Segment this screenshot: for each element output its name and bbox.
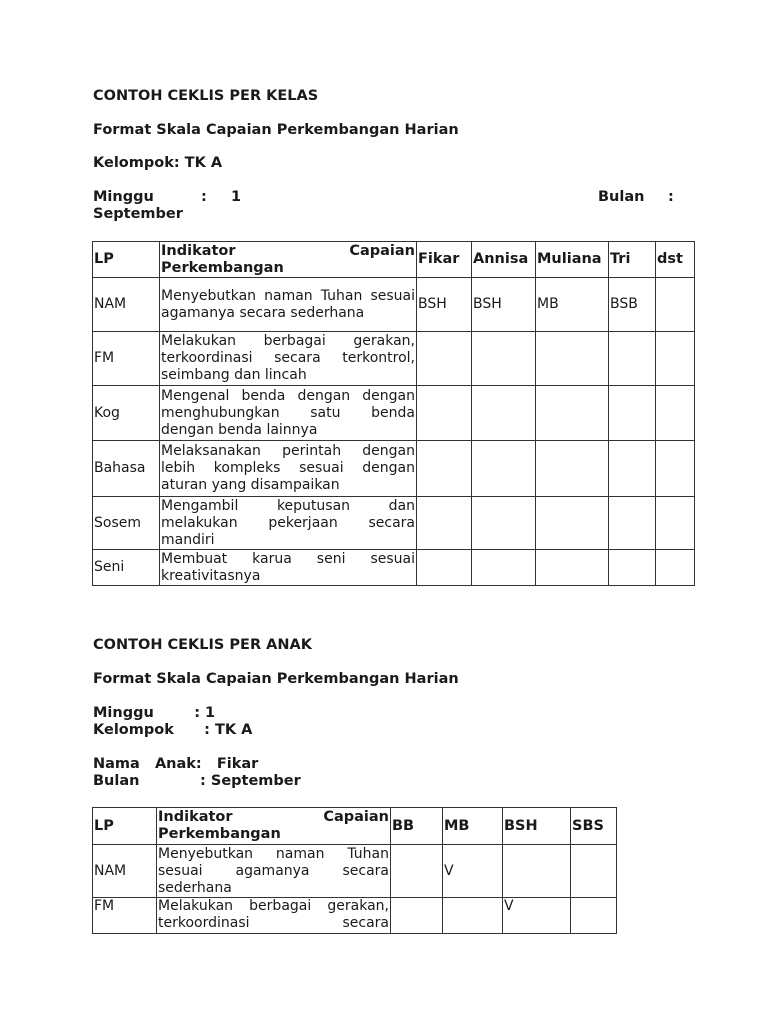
- table-row: [93, 497, 695, 550]
- row-bsh: V: [503, 898, 571, 934]
- child-format-line: Format Skala Capaian Perkembangan Harian: [93, 671, 459, 687]
- row-indikator: Menyebutkan naman Tuhan sesuai agamanya secara sederhana: [160, 278, 417, 332]
- row-sbs: [571, 845, 617, 898]
- row-fikar: [417, 497, 472, 550]
- header-indikator-a: Indikator: [158, 809, 233, 825]
- row-bb: [391, 898, 443, 934]
- header-indikator-b: Capaian: [323, 809, 389, 825]
- table-row: [93, 332, 695, 386]
- row-muliana: [536, 332, 609, 386]
- header-bsh: BSH: [503, 808, 571, 845]
- row-indikator: Menyebutkan naman Tuhan sesuai agamanya secara sederhana: [158, 845, 389, 896]
- table-row: [93, 441, 695, 497]
- child-bulan-line: Bulan : September: [93, 773, 301, 789]
- bulan-label: Bulan: [598, 189, 645, 205]
- row-lp: Seni: [93, 550, 160, 586]
- row-tri: [609, 332, 656, 386]
- row-indikator: Mengenal benda dengan dengan menghubungkan satu benda dengan benda lainnya: [160, 386, 417, 441]
- header-annisa: Annisa: [472, 242, 536, 278]
- header-dst: dst: [656, 242, 695, 278]
- child-checklist-title: CONTOH CEKLIS PER ANAK: [93, 637, 312, 653]
- class-checklist-title: CONTOH CEKLIS PER KELAS: [93, 88, 319, 104]
- header-lp: LP: [93, 808, 157, 845]
- table-row: [93, 386, 695, 441]
- row-tri: [609, 550, 656, 586]
- row-lp: Sosem: [93, 497, 160, 550]
- row-tri: [609, 386, 656, 441]
- bulan-colon: :: [668, 189, 674, 205]
- header-mb: MB: [443, 808, 503, 845]
- class-format-line: Format Skala Capaian Perkembangan Harian: [93, 122, 459, 138]
- minggu-value: 1: [231, 189, 242, 205]
- row-tri: [609, 497, 656, 550]
- row-bsh: [503, 845, 571, 898]
- class-kelompok-line: Kelompok: TK A: [93, 155, 223, 171]
- row-lp: Kog: [93, 386, 160, 441]
- row-fikar: [417, 550, 472, 586]
- row-muliana: [536, 441, 609, 497]
- row-muliana: [536, 497, 609, 550]
- row-fikar: [417, 386, 472, 441]
- minggu-label: Minggu: [93, 189, 154, 205]
- row-dst: [656, 332, 695, 386]
- row-sbs: [571, 898, 617, 934]
- child-minggu-line: Minggu : 1: [93, 705, 216, 721]
- row-indikator: Membuat karua seni sesuai kreativitasnya: [161, 550, 415, 584]
- bulan-value: September: [93, 206, 183, 222]
- header-indikator-c: Perkembangan: [161, 259, 284, 276]
- row-lp: NAM: [93, 278, 160, 332]
- row-annisa: [472, 332, 536, 386]
- row-lp: FM: [93, 898, 157, 934]
- header-indikator: [160, 242, 417, 278]
- row-fikar: BSH: [417, 278, 472, 332]
- table-row: [93, 278, 695, 332]
- row-dst: [656, 550, 695, 586]
- row-annisa: [472, 550, 536, 586]
- table-header-row: [93, 242, 695, 278]
- row-muliana: MB: [536, 278, 609, 332]
- row-dst: [656, 386, 695, 441]
- header-bb: BB: [391, 808, 443, 845]
- row-tri: [609, 441, 656, 497]
- header-indikator-c: Perkembangan: [158, 826, 281, 842]
- row-fikar: [417, 441, 472, 497]
- row-indikator: Melakukan berbagai gerakan, terkoordinasi secara terkontrol, seimbang dan lincah: [160, 332, 417, 386]
- row-annisa: BSH: [472, 278, 536, 332]
- row-annisa: [472, 386, 536, 441]
- row-indikator: Mengambil keputusan dan melakukan pekerjaan secara mandiri: [161, 497, 415, 548]
- minggu-colon: :: [201, 189, 207, 205]
- header-indikator: [157, 808, 391, 845]
- class-checklist-table: [92, 241, 695, 586]
- row-muliana: [536, 386, 609, 441]
- row-bb: [391, 845, 443, 898]
- row-dst: [656, 497, 695, 550]
- table-row: [93, 845, 617, 898]
- row-mb: V: [443, 845, 503, 898]
- child-checklist-table: [92, 807, 617, 934]
- row-lp: NAM: [93, 845, 157, 898]
- row-annisa: [472, 441, 536, 497]
- table-row: [93, 898, 617, 934]
- row-muliana: [536, 550, 609, 586]
- minggu-bulan-line: [93, 189, 676, 205]
- row-indikator: Melakukan berbagai gerakan, terkoordinasi secara: [157, 898, 391, 934]
- header-lp: LP: [93, 242, 160, 278]
- header-fikar: Fikar: [417, 242, 472, 278]
- header-muliana: Muliana: [536, 242, 609, 278]
- table-row: [93, 550, 695, 586]
- header-indikator-a: Indikator: [161, 242, 236, 259]
- row-fikar: [417, 332, 472, 386]
- row-indikator: Melaksanakan perintah dengan lebih kompleks sesuai dengan aturan yang disampaikan: [160, 441, 417, 497]
- row-dst: [656, 441, 695, 497]
- row-mb: [443, 898, 503, 934]
- row-tri: BSB: [609, 278, 656, 332]
- row-annisa: [472, 497, 536, 550]
- row-dst: [656, 278, 695, 332]
- row-lp: Bahasa: [93, 441, 160, 497]
- child-nama-line: Nama Anak: Fikar: [93, 756, 259, 772]
- child-kelompok-line: Kelompok : TK A: [93, 722, 253, 738]
- header-tri: Tri: [609, 242, 656, 278]
- table-header-row: [93, 808, 617, 845]
- header-indikator-b: Capaian: [349, 242, 415, 259]
- header-sbs: SBS: [571, 808, 617, 845]
- row-lp: FM: [93, 332, 160, 386]
